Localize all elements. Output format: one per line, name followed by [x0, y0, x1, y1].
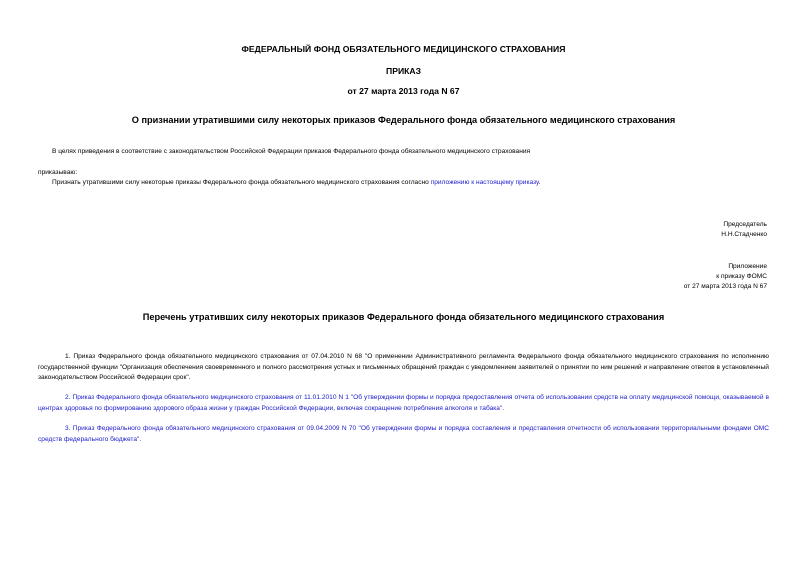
signature-position: Председатель [723, 221, 767, 228]
signature-name: Н.Н.Стадченко [721, 231, 767, 238]
appendix-date: от 27 марта 2013 года N 67 [683, 283, 767, 290]
org-heading: ФЕДЕРАЛЬНЫЙ ФОНД ОБЯЗАТЕЛЬНОГО МЕДИЦИНСКОГО СТРАХОВАНИЯ [241, 44, 566, 54]
doc-title: О признании утратившими силу некоторых приказов Федерального фонда обязательного медицинского страхования [131, 115, 676, 125]
preamble-text: В целях приведения в соответствие с законодательством Российской Федерации приказов Федерального фонда обязательного медицинского страхования [52, 148, 531, 155]
appendix-link[interactable]: приложению к настоящему приказу [430, 179, 539, 186]
appendix-label: Приложение [728, 263, 767, 270]
appendix-title: Перечень утративших силу некоторых приказов Федерального фонда обязательного медицинского страхования [142, 312, 665, 322]
doc-type-heading: ПРИКАЗ [386, 66, 421, 76]
order-paragraph [52, 178, 541, 188]
list-item-link[interactable]: 2. Приказ Федерального фонда обязательного медицинского страхования от 11.01.2010 N 1 "Об утверждении формы и порядка предоставления отчета об использовании средств на оплату медицинской помощи, оказываемой в центрах здоровья по формированию здорового образа жизни у граждан Российской Федерации, включая сокращение потребления алкоголя и табака". [38, 394, 769, 412]
list-item-link[interactable]: 3. Приказ Федерального фонда обязательного медицинского страхования от 09.04.2009 N 70 "Об утверждении формы и порядка составления и представления отчетности об использовании территориальными фондами ОМС средств федерального бюджета". [38, 425, 769, 443]
order-end: . [538, 179, 541, 186]
order-text: Признать утратившими силу некоторые приказы Федерального фонда обязательного медицинского страхования согласно [52, 179, 431, 186]
doc-date-heading: от 27 марта 2013 года N 67 [347, 86, 460, 96]
list-item: 1. Приказ Федерального фонда обязательного медицинского страхования от 07.04.2010 N 68 "О применении Административного регламента Федерального фонда обязательного медицинского страхования по исполнению государственной функции "Организация обеспечения своевременного и полного рассмотрения устных и письменных обращений граждан с уведомлением заявителей о принятии по ним решений и направление ответов в установленный законодательством Российской Федерации срок". [38, 353, 769, 382]
order-word: приказываю: [38, 169, 78, 176]
appendix-ref: к приказу ФОМС [716, 273, 767, 280]
